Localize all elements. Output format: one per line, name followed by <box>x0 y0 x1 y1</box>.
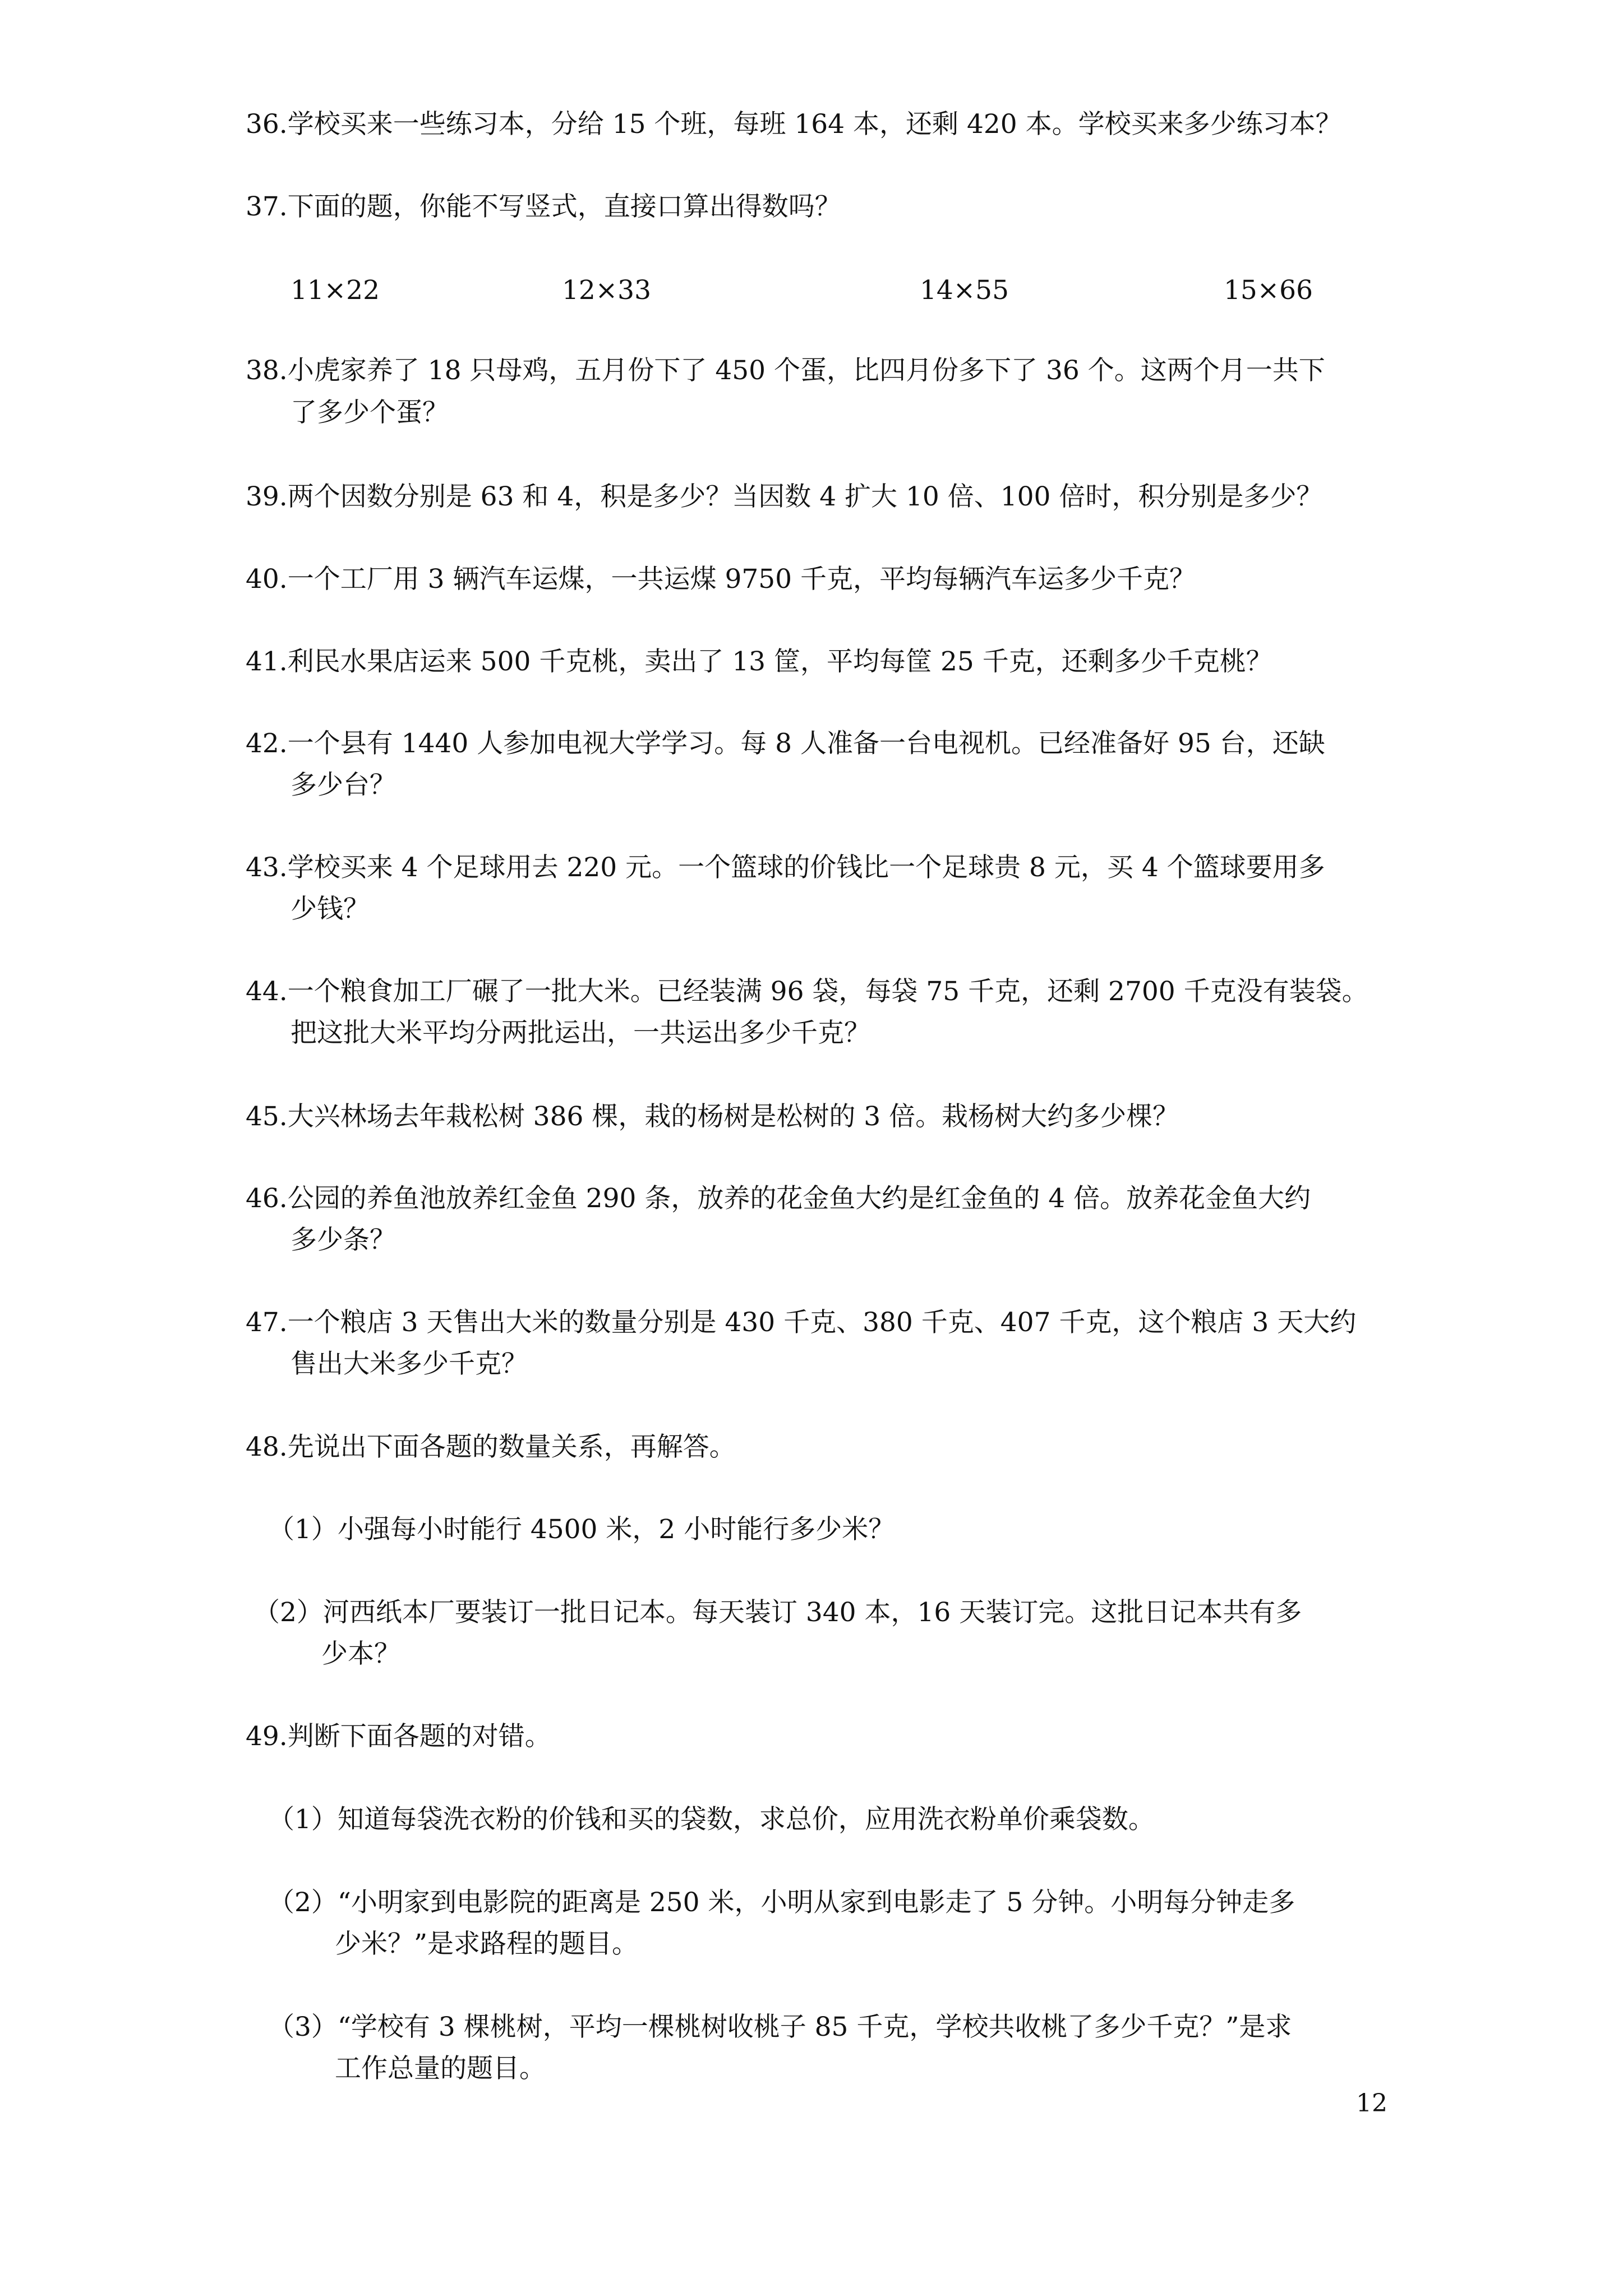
question-43-line-1: 43.学校买来 4 个足球用去 220 元。一个篮球的价钱比一个足球贵 8 元，买 4 个篮球要用多 <box>246 852 1325 883</box>
question-49-sub-1: （1）知道每袋洗衣粉的价钱和买的袋数，求总价，应用洗衣粉单价乘袋数。 <box>268 1804 1155 1835</box>
question-46-line-1: 46.公园的养鱼池放养红金鱼 290 条，放养的花金鱼大约是红金鱼的 4 倍。放养花金鱼大约 <box>246 1183 1311 1214</box>
question-49-line-1: 49.判断下面各题的对错。 <box>246 1721 551 1752</box>
question-48-sub-2-line-2: 少本？ <box>321 1639 400 1669</box>
question-44-line-2: 把这批大米平均分两批运出，一共运出多少千克？ <box>291 1018 870 1048</box>
question-42-line-2: 多少台？ <box>291 770 396 800</box>
question-49-sub-3-line-1: （3）“学校有 3 棵桃树，平均一棵桃树收桃子 85 千克，学校共收桃了多少千克？”是求 <box>268 2012 1292 2042</box>
question-45-line-1: 45.大兴林场去年栽松树 386 棵，栽的杨树是松树的 3 倍。栽杨树大约多少棵？ <box>246 1101 1179 1132</box>
question-37-expression-4: 15×66 <box>1224 275 1313 306</box>
question-48-sub-2-line-1: （2）河西纸本厂要装订一批日记本。每天装订 340 本，16 天装订完。这批日记本共有多 <box>253 1597 1302 1628</box>
question-46-line-2: 多少条？ <box>291 1225 396 1255</box>
question-48-line-1: 48.先说出下面各题的数量关系，再解答。 <box>246 1432 736 1462</box>
question-47-line-1: 47.一个粮店 3 天售出大米的数量分别是 430 千克、380 千克、407 千克，这个粮店 3 天大约 <box>246 1307 1357 1338</box>
question-44-line-1: 44.一个粮食加工厂碾了一批大米。已经装满 96 袋，每袋 75 千克，还剩 2700 千克没有装袋。 <box>246 976 1368 1007</box>
question-36-line-1: 36.学校买来一些练习本，分给 15 个班，每班 164 本，还剩 420 本。学校买来多少练习本？ <box>246 109 1342 140</box>
question-38-line-2: 了多少个蛋？ <box>291 397 449 428</box>
question-41-line-1: 41.利民水果店运来 500 千克桃，卖出了 13 筐，平均每筐 25 千克，还剩多少千克桃？ <box>246 646 1272 677</box>
question-37-expression-2: 12×33 <box>562 275 651 306</box>
question-37-expression-3: 14×55 <box>920 275 1009 306</box>
page-number: 12 <box>1356 2089 1387 2118</box>
question-49-sub-3-line-2: 工作总量的题目。 <box>335 2053 546 2084</box>
question-38-line-1: 38.小虎家养了 18 只母鸡，五月份下了 450 个蛋，比四月份多下了 36 个。这两个月一共下 <box>246 355 1325 386</box>
question-49-sub-2-line-1: （2）“小明家到电影院的距离是 250 米，小明从家到电影走了 5 分钟。小明每分钟走多 <box>268 1887 1295 1918</box>
question-37-expression-1: 11×22 <box>291 275 380 306</box>
question-48-sub-1: （1）小强每小时能行 4500 米，2 小时能行多少米？ <box>268 1514 895 1545</box>
question-49-sub-2-line-2: 少米？”是求路程的题目。 <box>335 1929 639 1959</box>
question-47-line-2: 售出大米多少千克？ <box>291 1349 528 1379</box>
question-37-line-1: 37.下面的题，你能不写竖式，直接口算出得数吗？ <box>246 191 841 222</box>
question-40-line-1: 40.一个工厂用 3 辆汽车运煤，一共运煤 9750 千克，平均每辆汽车运多少千克？ <box>246 564 1196 595</box>
question-39-line-1: 39.两个因数分别是 63 和 4，积是多少？当因数 4 扩大 10 倍、100 倍时，积分别是多少？ <box>246 481 1323 512</box>
question-43-line-2: 少钱？ <box>291 894 370 924</box>
question-42-line-1: 42.一个县有 1440 人参加电视大学学习。每 8 人准备一台电视机。已经准备好 95 台，还缺 <box>246 728 1325 759</box>
